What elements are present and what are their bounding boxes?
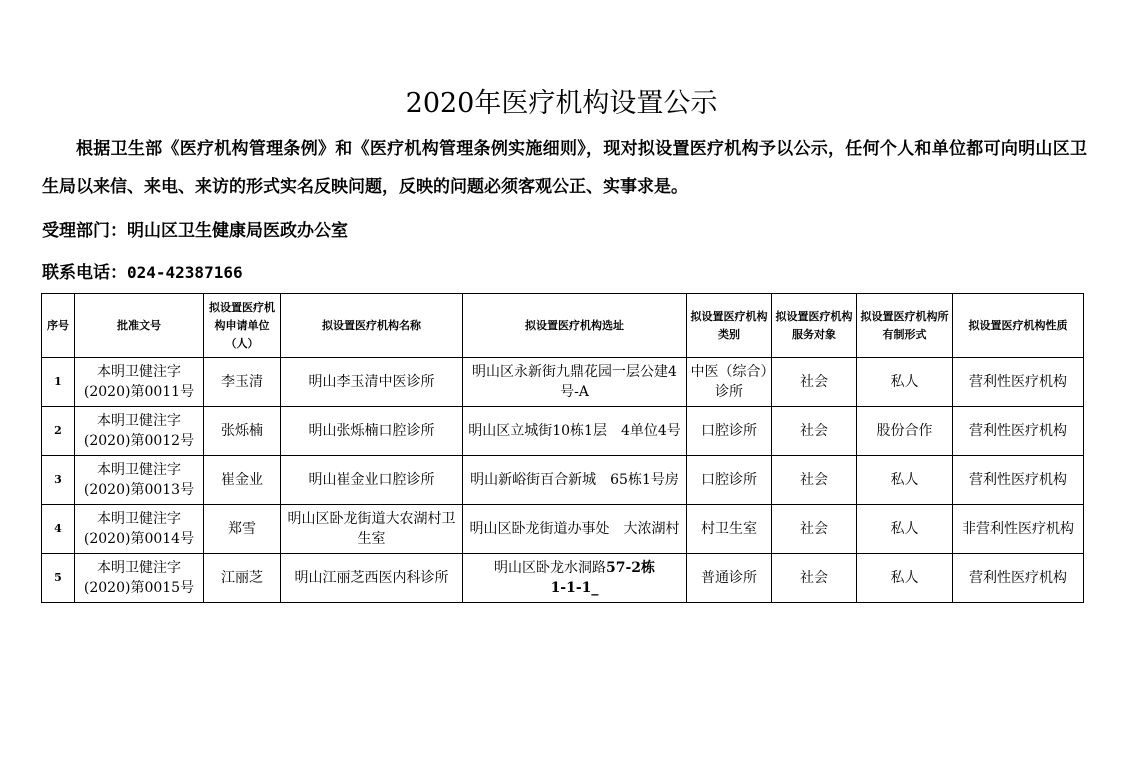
cell-doc-number (75, 505, 204, 554)
header-service: 拟设置医疗机构服务对象 (772, 294, 857, 358)
header-address: 拟设置医疗机构选址 (463, 294, 687, 358)
cell-address: 明山区卧龙街道办事处 大浓湖村 (463, 505, 687, 554)
cell-category: 中医（综合）诊所 (687, 358, 772, 407)
cell-applicant: 张烁楠 (204, 407, 281, 456)
cell-name: 明山崔金业口腔诊所 (281, 456, 463, 505)
cell-applicant: 江丽芝 (204, 554, 281, 603)
intro-paragraph: 根据卫生部《医疗机构管理条例》和《医疗机构管理条例实施细则》，现对拟设置医疗机构予以公示，任何个人和单位都可向明山区卫生局以来信、来电、来访的形式实名反映问题，反映的问题必须客观公正、实事求是。 (42, 139, 1087, 197)
cell-doc-number (75, 554, 204, 603)
cell-service: 社会 (772, 358, 857, 407)
cell-doc-number (75, 456, 204, 505)
cell-seq: 2 (42, 407, 75, 456)
address-part-bold: 57-2栋 (605, 560, 656, 576)
address-line-1 (465, 558, 684, 578)
cell-name: 明山张烁楠口腔诊所 (281, 407, 463, 456)
cell-service: 社会 (772, 554, 857, 603)
cell-name: 明山李玉清中医诊所 (281, 358, 463, 407)
cell-nature: 营利性医疗机构 (953, 554, 1084, 603)
table-row (42, 407, 1084, 456)
cell-seq: 3 (42, 456, 75, 505)
header-doc-number: 批准文号 (75, 294, 204, 358)
doc-line-2: (2020)第0014号 (83, 531, 195, 547)
cell-address: 明山新峪街百合新城 65栋1号房 (463, 456, 687, 505)
header-nature: 拟设置医疗机构性质 (953, 294, 1084, 358)
cell-address: 明山区立城街10栋1层 4单位4号 (463, 407, 687, 456)
cell-ownership: 私人 (857, 505, 953, 554)
table-row (42, 358, 1084, 407)
cell-address (463, 554, 687, 603)
cell-nature: 营利性医疗机构 (953, 407, 1084, 456)
cell-seq: 4 (42, 505, 75, 554)
header-seq: 序号 (42, 294, 75, 358)
header-ownership: 拟设置医疗机构所有制形式 (857, 294, 953, 358)
cell-ownership: 股份合作 (857, 407, 953, 456)
facility-table (41, 293, 1084, 603)
cell-category: 村卫生室 (687, 505, 772, 554)
address-part: 明山区卧龙水洞路 (493, 560, 606, 576)
header-applicant: 拟设置医疗机构申请单位（人） (204, 294, 281, 358)
doc-line-2: (2020)第0013号 (83, 482, 195, 498)
cell-name: 明山江丽芝西医内科诊所 (281, 554, 463, 603)
department-label: 受理部门： (42, 221, 127, 241)
doc-line-1: 本明卫健注字 (97, 560, 181, 576)
cell-nature: 营利性医疗机构 (953, 456, 1084, 505)
department-line (42, 214, 348, 248)
cell-category: 口腔诊所 (687, 407, 772, 456)
cell-nature: 非营利性医疗机构 (953, 505, 1084, 554)
address-line-2: 1-1-1_ (550, 580, 599, 596)
cell-name: 明山区卧龙街道大农湖村卫生室 (281, 505, 463, 554)
cell-service: 社会 (772, 456, 857, 505)
doc-line-1: 本明卫健注字 (97, 511, 181, 527)
cell-service: 社会 (772, 505, 857, 554)
phone-number: 024-42387166 (127, 263, 243, 282)
doc-line-1: 本明卫健注字 (97, 462, 181, 478)
cell-applicant: 郑雪 (204, 505, 281, 554)
doc-line-1: 本明卫健注字 (97, 413, 181, 429)
cell-ownership: 私人 (857, 554, 953, 603)
page-title: 2020年医疗机构设置公示 (405, 88, 718, 119)
cell-doc-number (75, 358, 204, 407)
cell-address: 明山区永新街九鼎花园一层公建4号-A (463, 358, 687, 407)
doc-line-1: 本明卫健注字 (97, 364, 181, 380)
doc-line-2: (2020)第0011号 (83, 384, 195, 400)
cell-applicant: 李玉清 (204, 358, 281, 407)
doc-line-2: (2020)第0012号 (83, 433, 195, 449)
cell-doc-number (75, 407, 204, 456)
header-name: 拟设置医疗机构名称 (281, 294, 463, 358)
table-row (42, 505, 1084, 554)
table-row (42, 456, 1084, 505)
cell-ownership: 私人 (857, 456, 953, 505)
header-category: 拟设置医疗机构类别 (687, 294, 772, 358)
cell-category: 口腔诊所 (687, 456, 772, 505)
cell-seq: 1 (42, 358, 75, 407)
cell-ownership: 私人 (857, 358, 953, 407)
table-header-row (42, 294, 1084, 358)
cell-service: 社会 (772, 407, 857, 456)
doc-line-2: (2020)第0015号 (83, 580, 195, 596)
cell-category: 普通诊所 (687, 554, 772, 603)
cell-applicant: 崔金业 (204, 456, 281, 505)
department-value: 明山区卫生健康局医政办公室 (127, 221, 348, 241)
phone-line (42, 256, 243, 290)
phone-label: 联系电话： (42, 263, 127, 283)
cell-seq: 5 (42, 554, 75, 603)
table-row (42, 554, 1084, 603)
cell-nature: 营利性医疗机构 (953, 358, 1084, 407)
